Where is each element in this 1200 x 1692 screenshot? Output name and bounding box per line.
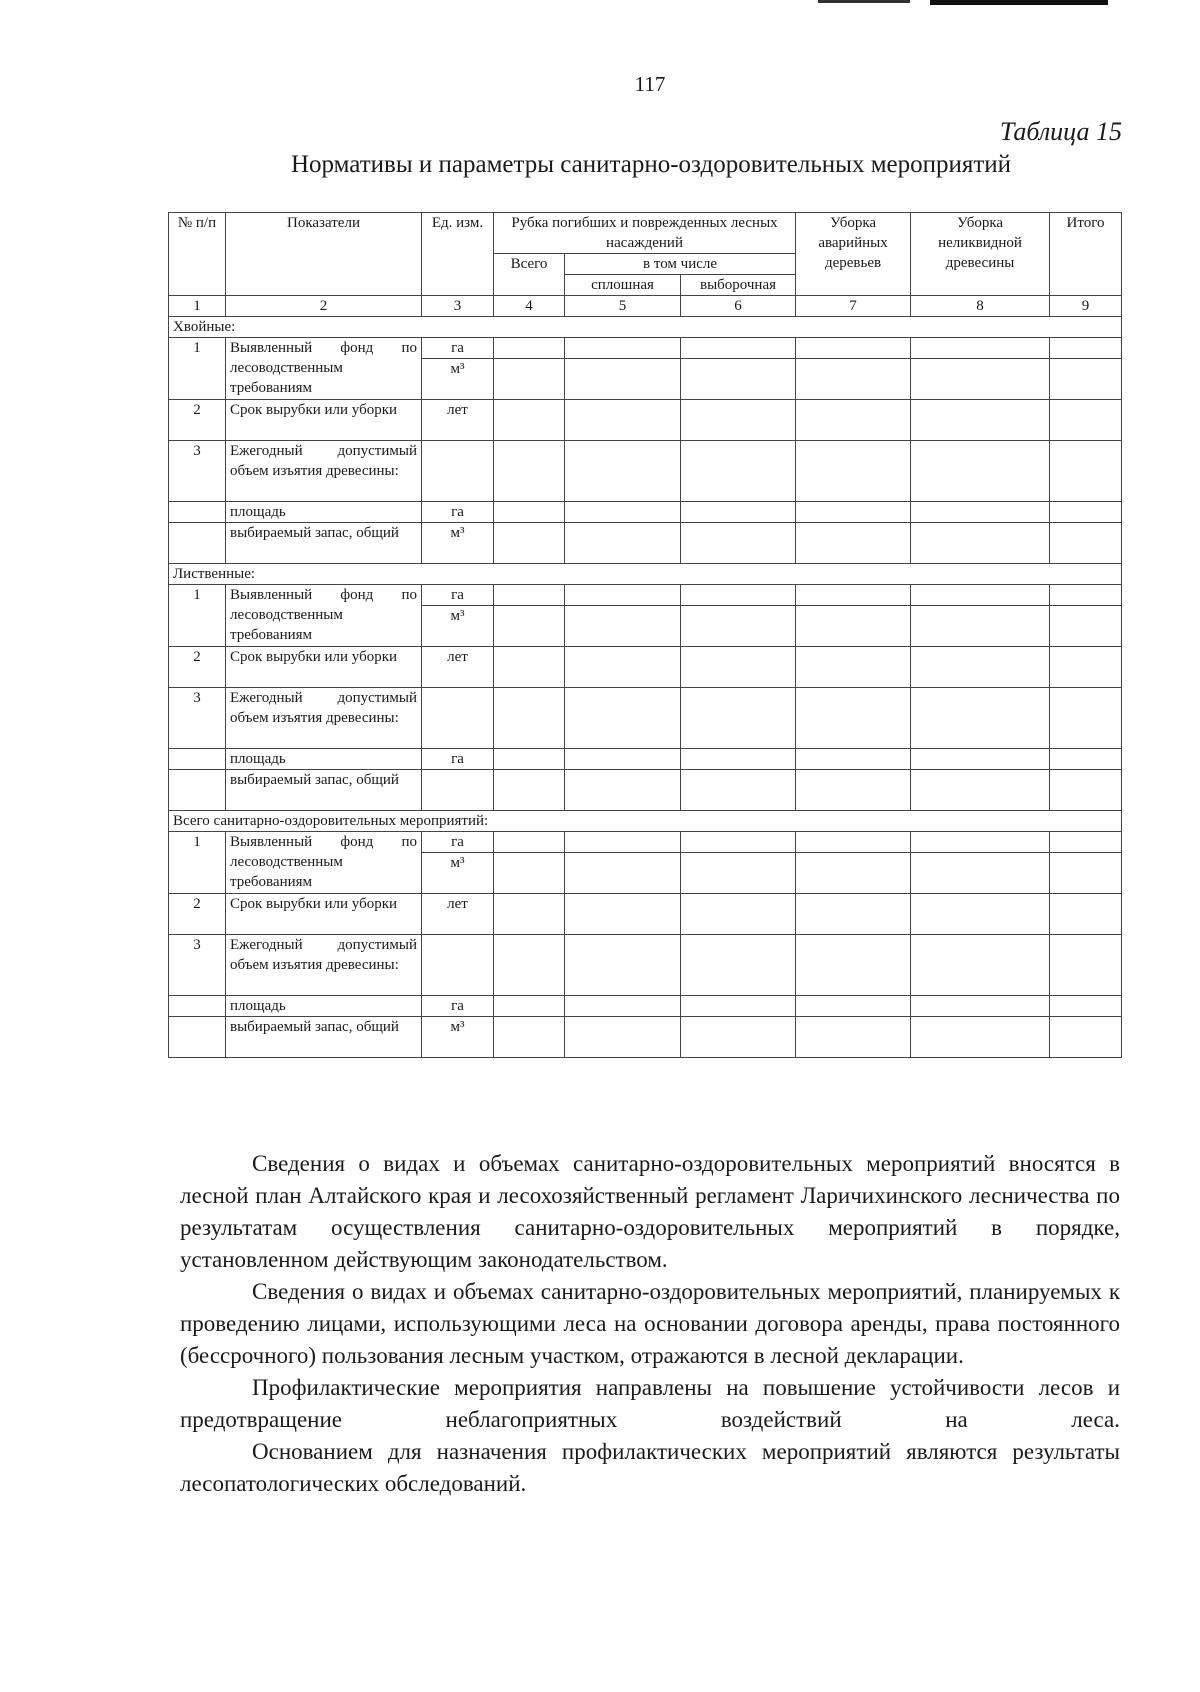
header-cell: выборочная [681,275,796,296]
table-row [169,585,1122,606]
row-number: 2 [169,894,226,935]
norms-table [168,212,1122,1058]
header-cell: Уборка аварийных деревьев [796,213,911,296]
section-name: Хвойные: [169,317,1122,338]
row-number: 3 [169,935,226,996]
unit-cell: м³ [422,1017,494,1058]
table-row [169,441,1122,502]
row-number: 1 [169,832,226,894]
row-label: Срок вырубки или уборки [226,400,422,441]
table-row [169,647,1122,688]
header-cell: Всего [494,254,565,296]
header-cell: Итого [1050,213,1122,296]
table-row [169,1017,1122,1058]
header-cell: сплошная [565,275,681,296]
column-number: 4 [494,296,565,317]
header-cell: Ед. изм. [422,213,494,296]
table-row [169,338,1122,359]
unit-cell: га [422,749,494,770]
row-label: площадь [226,502,422,523]
section-row [169,811,1122,832]
row-label: Срок вырубки или уборки [226,647,422,688]
unit-cell: га [422,996,494,1017]
row-number: 2 [169,400,226,441]
header-cell: Уборка неликвидной древесины [911,213,1050,296]
row-label: Ежегодный допустимый объем изъятия древесины: [226,935,422,996]
section-row [169,564,1122,585]
row-number: 2 [169,647,226,688]
paragraph: Сведения о видах и объемах санитарно-оздоровительных мероприятий, планируемых к проведению лицами, использующими леса на основании договора аренды, права постоянного (бессрочного) пользования лесным участком, отражаются в лесной декларации. [180,1279,1120,1368]
row-number: 1 [169,338,226,400]
header-cell: Рубка погибших и поврежденных лесных насаждений [494,213,796,254]
table-row [169,502,1122,523]
row-number: 1 [169,585,226,647]
unit-cell [422,770,494,811]
section-row [169,317,1122,338]
table-label: Таблица 15 [999,117,1122,146]
row-label: площадь [226,749,422,770]
scan-artifact-bar [930,0,1108,5]
row-label: Срок вырубки или уборки [226,894,422,935]
header-cell: Показатели [226,213,422,296]
row-label: Ежегодный допустимый объем изъятия древесины: [226,441,422,502]
column-number-row [169,296,1122,317]
scan-artifact-line [818,0,910,3]
header-cell: в том числе [565,254,796,275]
paragraph: Основанием для назначения профилактических мероприятий являются результаты лесопатологических обследований. [180,1439,1120,1496]
unit-cell: га [422,502,494,523]
column-number: 8 [911,296,1050,317]
table-row [169,996,1122,1017]
paragraph: Сведения о видах и объемах санитарно-оздоровительных мероприятий вносятся в лесной план Алтайского края и лесохозяйственный регламент Ларичихинского лесничества по результатам осуществления санитарно-оздоровительных мероприятий в порядке, установленном действующим законодательством. [180,1151,1120,1272]
row-label: выбираемый запас, общий [226,1017,422,1058]
unit-cell: лет [422,647,494,688]
table-row [169,832,1122,853]
row-label: Выявленный фонд по лесоводственным требованиям [226,832,422,894]
unit-cell: м³ [422,606,494,647]
unit-cell: м³ [422,523,494,564]
table-row [169,770,1122,811]
row-label: площадь [226,996,422,1017]
table-row [169,688,1122,749]
row-label: выбираемый запас, общий [226,523,422,564]
section-name: Лиственные: [169,564,1122,585]
row-label: выбираемый запас, общий [226,770,422,811]
column-number: 7 [796,296,911,317]
table-row [169,935,1122,996]
table-row [169,749,1122,770]
row-label: Выявленный фонд по лесоводственным требованиям [226,338,422,400]
column-number: 2 [226,296,422,317]
unit-cell: га [422,832,494,853]
table-row [169,400,1122,441]
column-number: 5 [565,296,681,317]
unit-cell: м³ [422,853,494,894]
unit-cell: м³ [422,359,494,400]
unit-cell: га [422,338,494,359]
unit-cell: лет [422,894,494,935]
header-cell: № п/п [169,213,226,296]
paragraph: Профилактические мероприятия направлены на повышение устойчивости лесов и предотвращение неблагоприятных воздействий на леса. [180,1375,1120,1432]
row-label: Ежегодный допустимый объем изъятия древесины: [226,688,422,749]
column-number: 9 [1050,296,1122,317]
column-number: 3 [422,296,494,317]
row-number: 3 [169,441,226,502]
table-row [169,894,1122,935]
column-number: 6 [681,296,796,317]
row-label: Выявленный фонд по лесоводственным требованиям [226,585,422,647]
unit-cell: лет [422,400,494,441]
section-name: Всего санитарно-оздоровительных мероприятий: [169,811,1122,832]
table-title: Нормативы и параметры санитарно-оздоровительных мероприятий [290,151,1012,178]
row-number: 3 [169,688,226,749]
page-number: 117 [634,72,666,96]
header-row [169,213,1122,254]
column-number: 1 [169,296,226,317]
body-text [180,1148,1120,1500]
unit-cell: га [422,585,494,606]
table-row [169,523,1122,564]
